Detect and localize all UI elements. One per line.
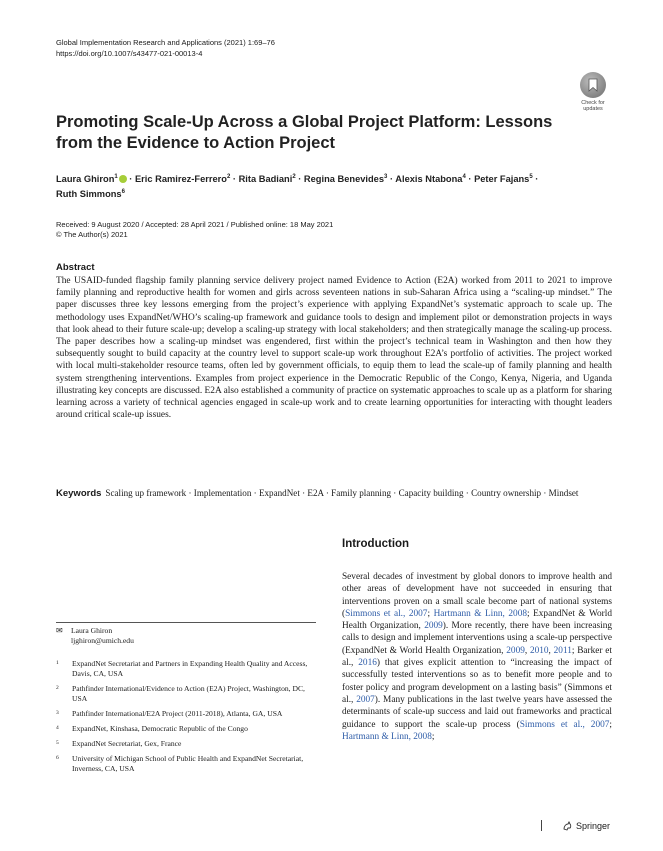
- author-name[interactable]: Alexis Ntabona: [395, 174, 463, 185]
- author-name[interactable]: Regina Benevides: [303, 174, 385, 185]
- publisher-logo: [562, 820, 610, 831]
- affiliation-item: 6 University of Michigan School of Public Health and ExpandNet Secretariat, Inverness, CA, USA: [56, 754, 304, 773]
- citation-link[interactable]: 2009: [506, 645, 525, 656]
- author-affil-ref: 2: [292, 174, 296, 180]
- journal-citation: Global Implementation Research and Applications (2021) 1:69–76: [56, 38, 275, 47]
- citation-link[interactable]: 2007: [356, 694, 375, 705]
- publisher-name: Springer: [576, 820, 611, 831]
- citation-link[interactable]: 2011: [553, 645, 572, 656]
- affiliation-item: 5 ExpandNet Secretariat, Gex, France: [56, 739, 182, 748]
- envelope-icon: ✉: [56, 626, 63, 635]
- abstract-heading: Abstract: [56, 262, 95, 273]
- author-affil-ref: 4: [462, 174, 466, 180]
- affiliation-item: 2 Pathfinder International/Evidence to Action (E2A) Project, Washington, DC, USA: [56, 684, 305, 703]
- affiliation-item: 3 Pathfinder International/E2A Project (2011-2018), Atlanta, GA, USA: [56, 709, 283, 718]
- author-name[interactable]: Laura Ghiron: [56, 174, 115, 185]
- author-affil-ref: 2: [226, 174, 231, 180]
- springer-horse-icon: [562, 820, 573, 831]
- bookmark-icon: [580, 72, 606, 98]
- citation-link[interactable]: Hartmann & Linn, 2008: [342, 731, 432, 742]
- correspondence: [56, 626, 134, 646]
- citation-link[interactable]: 2010: [529, 645, 549, 656]
- abstract-text: The USAID-funded flagship family planning service delivery project named Evidence to Action (E2A) worked from 2011 to 2021 to improve family planning and reproductive health for women and girls across seventeen nations in sub-Saharan Africa using a “scaling-up mindset.” The paper discusses three key lessons emerging from the project’s experience with applying ExpandNet’s systematic approach to scale up. The methodology uses ExpandNet/WHO’s scaling-up framework and guidance tools to design and implement pilot or demonstration projects in ways that look ahead to their future scale-up; develop a scaling-up strategy with local stakeholders; and then strategically manage the scaling-up process. The paper describes how a scaling-up mindset was engendered, first within the project’s technical team in Washington and then how they subsequently sought to build capacity at the country level to support scale-up work throughout E2A’s portfolio of activities. The project worked with local multi-stakeholder resource teams, often led by government officials, to equip them to lead the scale-up of family planning and health system strengthening interventions. Examples from project experience in the Democratic Republic of the Congo, Kenya, Nigeria, and Uganda illustrating key concepts are discussed. E2A also established a community of practice on systematic approaches to scale up as a platform for sharing learning across a variety of technical agencies engaged in scale-up work and to create learning opportunities for interacting with thought leaders around critical scale-up issues.: [56, 276, 612, 421]
- author-affil-ref: 6: [121, 189, 125, 196]
- affiliation-item: 4 ExpandNet, Kinshasa, Democratic Republic of the Congo: [56, 724, 248, 733]
- journal-header: [56, 38, 275, 59]
- citation-link[interactable]: Hartmann & Linn, 2008: [433, 608, 527, 619]
- citation-link[interactable]: Simmons et al., 2007: [345, 608, 428, 619]
- author-affil-ref: 1: [114, 174, 118, 180]
- citation-link[interactable]: 2009: [424, 621, 443, 632]
- correspondence-name: Laura Ghiron: [71, 626, 113, 635]
- keywords: [56, 487, 612, 501]
- author-name[interactable]: Ruth Simmons: [56, 189, 122, 200]
- doi-link[interactable]: https://doi.org/10.1007/s43477-021-00013-4: [56, 48, 203, 58]
- author-name[interactable]: Eric Ramirez-Ferrero: [134, 174, 227, 185]
- author-name[interactable]: Rita Badiani: [238, 174, 293, 185]
- affiliation-item: 1 ExpandNet Secretariat and Partners in Expanding Health Quality and Access, Davis, CA, USA: [56, 659, 308, 678]
- copyright-notice: © The Author(s) 2021: [56, 230, 128, 239]
- introduction-heading: Introduction: [342, 538, 410, 550]
- author-name[interactable]: Peter Fajans: [474, 174, 530, 185]
- orcid-icon[interactable]: [119, 175, 127, 183]
- introduction-text: Several decades of investment by global donors to improve health and other areas of development have not succeeded in ensuring that interventions proven on a small scale become part of national systems (Simmons et al., 2007; Hartmann & Linn, 2008; ExpandNet & World Health Organization, 2009). More recently, there have been increasing calls to design and implement interventions using a scale-up perspective (ExpandNet & World Health Organization, 2009, 2010, 2011; Barker et al., 2016) that gives explicit attention to “increasing the impact of successfully tested interventions so as to benefit more people and to foster policy and program development on a lasting basis” (Simmons et al., 2007). Many publications in the last twelve years have assessed the determinants of scale-up success and laid out frameworks and practical guidance to support the scale-up process (Simmons et al., 2007; Hartmann & Linn, 2008;: [342, 572, 613, 742]
- received-accepted-published: Received: 9 August 2020 / Accepted: 28 April 2021 / Published online: 18 May 2021: [56, 220, 334, 229]
- citation-link[interactable]: Simmons et al., 2007: [519, 719, 610, 730]
- keywords-list: Scaling up framework · Implementation · ExpandNet · E2A · Family planning · Capacity building · Country ownership · Mindset: [105, 488, 579, 498]
- affiliation-list: [56, 659, 316, 779]
- correspondence-email[interactable]: ljghiron@umich.edu: [71, 636, 134, 645]
- author-affil-ref: 3: [384, 174, 388, 180]
- footer-divider: [541, 820, 542, 831]
- article-title: Promoting Scale-Up Across a Global Project Platform: Lessons from the Evidence to Action Project: [56, 113, 553, 152]
- badge-label: Check for updates: [581, 100, 605, 112]
- author-list: Laura Ghiron$^1$ · Eric Ramirez-Ferrero$^2$ · Rita Badiani$^2$ · Regina Benevides$^3$ · Alexis Ntabona$^4$ · Peter Fajans$^5$ · Ruth Simmons$^6$: [56, 174, 539, 200]
- publication-dates: [56, 220, 333, 240]
- footnote-divider: [56, 622, 316, 623]
- author-affil-ref: 5: [529, 174, 533, 180]
- keywords-label: Keywords: [56, 488, 102, 499]
- check-for-updates-badge[interactable]: [576, 72, 610, 112]
- citation-link[interactable]: 2016: [358, 658, 377, 669]
